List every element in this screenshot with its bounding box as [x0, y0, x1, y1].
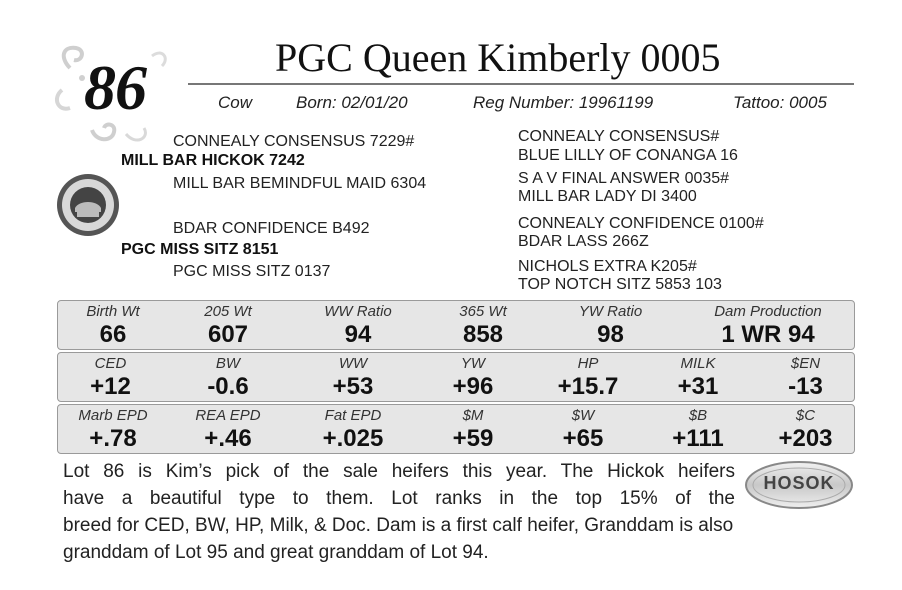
performance-cell	[423, 301, 543, 349]
epd-cell	[418, 353, 528, 401]
hosok-badge-label: HOSOK	[763, 473, 835, 493]
pedigree-dam-dam: PGC MISS SITZ 0137	[173, 263, 331, 280]
cell-value: +111	[672, 425, 724, 452]
cell-value: 98	[597, 321, 624, 348]
cell-label: REA EPD	[195, 407, 261, 424]
epd-cell	[298, 353, 408, 401]
cell-value: +59	[452, 425, 494, 452]
lot-description	[63, 458, 853, 566]
cell-value: +65	[562, 425, 604, 452]
pedigree-sire-dam: MILL BAR BEMINDFUL MAID 6304	[173, 175, 427, 192]
cell-label: Marb EPD	[78, 407, 148, 424]
animal-name-title: PGC Queen Kimberly 0005	[275, 35, 721, 80]
pedigree-gg-4: MILL BAR LADY DI 3400	[518, 188, 697, 205]
cell-value: 94	[344, 321, 372, 348]
cell-label: Dam Production	[714, 303, 822, 320]
cell-label: 205 Wt	[204, 303, 252, 320]
performance-cell	[173, 301, 283, 349]
pedigree-dam-sire: BDAR CONFIDENCE B492	[173, 220, 370, 237]
description-line: have a beautiful type to them. Lot ranks in the top 15% of the	[63, 488, 735, 509]
cell-value: +31	[677, 373, 719, 400]
pedigree-gg-3: S A V FINAL ANSWER 0035#	[518, 170, 730, 187]
cell-value: +15.7	[557, 373, 619, 400]
description-line: Lot 86 is Kim’s pick of the sale heifers this year. The Hickok heifers	[63, 461, 735, 482]
pedigree-gg-1: CONNEALY CONSENSUS#	[518, 128, 720, 145]
cell-value: +.025	[322, 425, 384, 452]
pedigree-gg-6: BDAR LASS 266Z	[518, 233, 649, 250]
epd-cell	[648, 405, 748, 453]
cell-label: $B	[688, 407, 708, 424]
cell-value: +.46	[204, 425, 252, 452]
sex-label: Cow	[218, 93, 253, 112]
title-divider	[188, 83, 854, 85]
cell-value: 1 WR 94	[721, 321, 815, 348]
lot-number: 86	[84, 52, 146, 123]
birth-date: Born: 02/01/20	[296, 93, 408, 112]
cell-label: $EN	[790, 355, 821, 372]
pedigree-dam: PGC MISS SITZ 8151	[121, 241, 279, 258]
description-line: granddam of Lot 95 and great granddam of Lot 94.	[63, 542, 489, 563]
description-line: breed for CED, BW, HP, Milk, & Doc. Dam is a first calf heifer, Granddam is also	[63, 515, 734, 536]
epd-cell	[758, 405, 853, 453]
cell-label: MILK	[680, 355, 716, 372]
registration-number: Reg Number: 19961199	[473, 93, 654, 112]
cell-value: +203	[778, 425, 833, 452]
cell-label: 365 Wt	[459, 303, 507, 320]
performance-cell	[293, 301, 423, 349]
tattoo: Tattoo: 0005	[733, 93, 827, 112]
performance-cell	[688, 301, 848, 349]
cell-label: HP	[577, 355, 599, 372]
cell-value: -0.6	[207, 373, 249, 400]
pedigree-gg-2: BLUE LILLY OF CONANGA 16	[518, 147, 738, 164]
performance-cell	[58, 301, 168, 349]
performance-epd-grid	[57, 300, 855, 456]
pedigree-sire-sire: CONNEALY CONSENSUS 7229#	[173, 133, 415, 150]
cell-label: YW	[460, 355, 486, 372]
pedigree-gg-5: CONNEALY CONFIDENCE 0100#	[518, 215, 764, 232]
epd-cell	[58, 405, 168, 453]
performance-cell	[548, 301, 673, 349]
cell-label: CED	[94, 355, 127, 372]
epd-cell	[173, 353, 283, 401]
epd-row-2	[57, 404, 855, 454]
cell-value: +.78	[89, 425, 137, 452]
cell-label: WW	[338, 355, 368, 372]
cell-label: Birth Wt	[86, 303, 140, 320]
cell-label: BW	[215, 355, 241, 372]
epd-cell	[418, 405, 528, 453]
epd-cell	[173, 405, 283, 453]
epd-row-1	[57, 352, 855, 402]
cell-value: +53	[332, 373, 374, 400]
pedigree-gg-8: TOP NOTCH SITZ 5853 103	[518, 276, 722, 293]
epd-cell	[648, 353, 748, 401]
cell-value: -13	[788, 373, 823, 400]
cell-value: +12	[90, 373, 131, 400]
cell-value: 607	[207, 321, 249, 348]
epd-cell	[298, 405, 408, 453]
association-seal-icon	[55, 172, 121, 238]
epd-cell	[528, 405, 638, 453]
cell-label: YW Ratio	[578, 303, 643, 320]
cell-value: 66	[99, 321, 127, 348]
pedigree-sire: MILL BAR HICKOK 7242	[121, 152, 305, 169]
cell-label: WW Ratio	[324, 303, 392, 320]
epd-cell	[528, 353, 648, 401]
pedigree-gg-7: NICHOLS EXTRA K205#	[518, 258, 697, 275]
cell-label: $M	[462, 407, 484, 424]
cell-value: 858	[462, 321, 504, 348]
cell-value: +96	[452, 373, 494, 400]
epd-cell	[58, 353, 163, 401]
cell-label: Fat EPD	[324, 407, 382, 424]
performance-row	[57, 300, 855, 350]
cell-label: $C	[795, 407, 816, 424]
epd-cell	[758, 353, 853, 401]
cell-label: $W	[571, 407, 595, 424]
